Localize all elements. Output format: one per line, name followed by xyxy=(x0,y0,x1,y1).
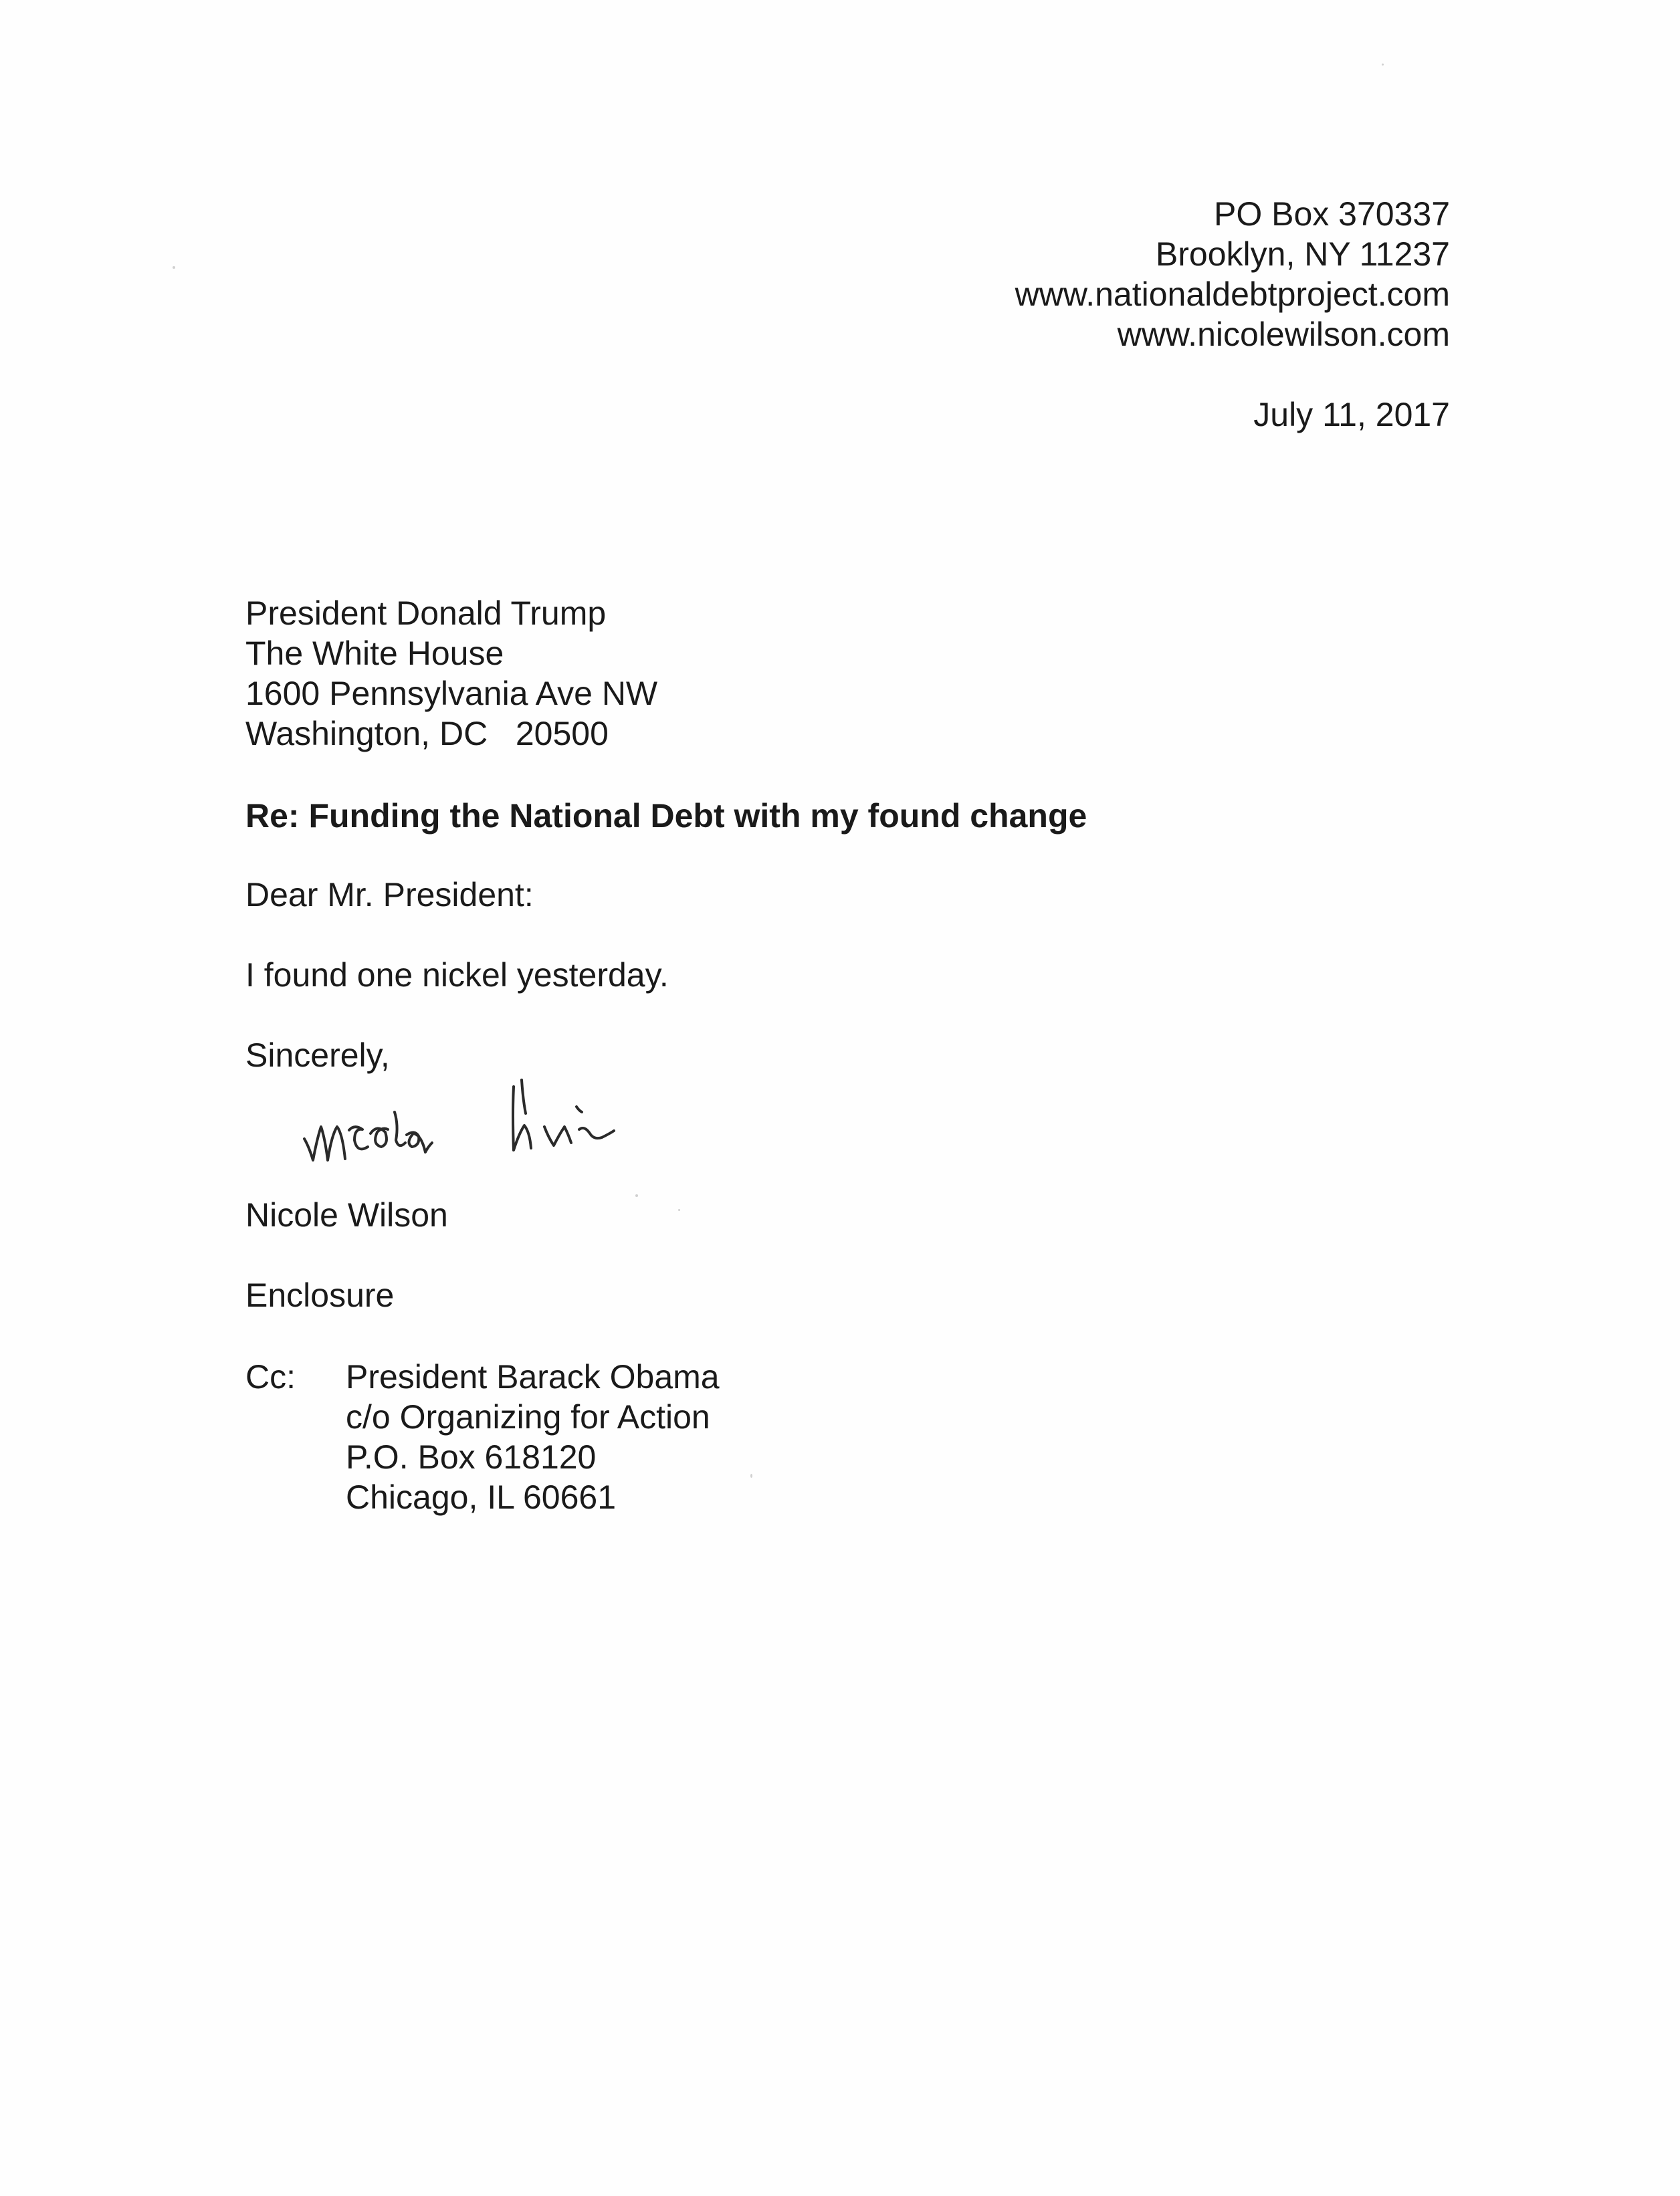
enclosure-note: Enclosure xyxy=(245,1277,395,1314)
scan-speck xyxy=(1382,64,1384,66)
sender-city-state-zip: Brooklyn, NY 11237 xyxy=(1155,235,1450,273)
letter-date: July 11, 2017 xyxy=(1253,396,1450,433)
scan-speck xyxy=(750,1474,752,1478)
cc-address-block xyxy=(346,1357,720,1517)
handwritten-signature xyxy=(288,1060,756,1174)
recipient-address-block xyxy=(245,593,657,754)
sender-address-block xyxy=(1015,194,1450,354)
salutation: Dear Mr. President: xyxy=(245,876,534,913)
sender-po-box: PO Box 370337 xyxy=(1213,195,1450,233)
scan-speck xyxy=(173,266,175,269)
recipient-line-2: 1600 Pennsylvania Ave NW xyxy=(245,675,658,712)
cc-line-1: c/o Organizing for Action xyxy=(346,1398,710,1436)
scan-speck xyxy=(635,1194,638,1197)
sender-website-1: www.nationaldebtproject.com xyxy=(1015,276,1450,313)
recipient-name: President Donald Trump xyxy=(245,594,607,632)
recipient-line-3: Washington, DC 20500 xyxy=(245,715,609,752)
scan-speck xyxy=(678,1209,680,1211)
sender-website-2: www.nicolewilson.com xyxy=(1117,316,1450,353)
signer-name: Nicole Wilson xyxy=(245,1196,448,1234)
cc-line-3: Chicago, IL 60661 xyxy=(346,1478,617,1516)
subject-line: Re: Funding the National Debt with my found change xyxy=(245,797,1087,835)
closing: Sincerely, xyxy=(245,1036,390,1074)
cc-label: Cc: xyxy=(245,1358,296,1396)
cc-line-2: P.O. Box 618120 xyxy=(346,1438,597,1476)
recipient-line-1: The White House xyxy=(245,635,504,672)
letter-body: I found one nickel yesterday. xyxy=(245,956,669,994)
cc-name: President Barack Obama xyxy=(346,1358,720,1396)
